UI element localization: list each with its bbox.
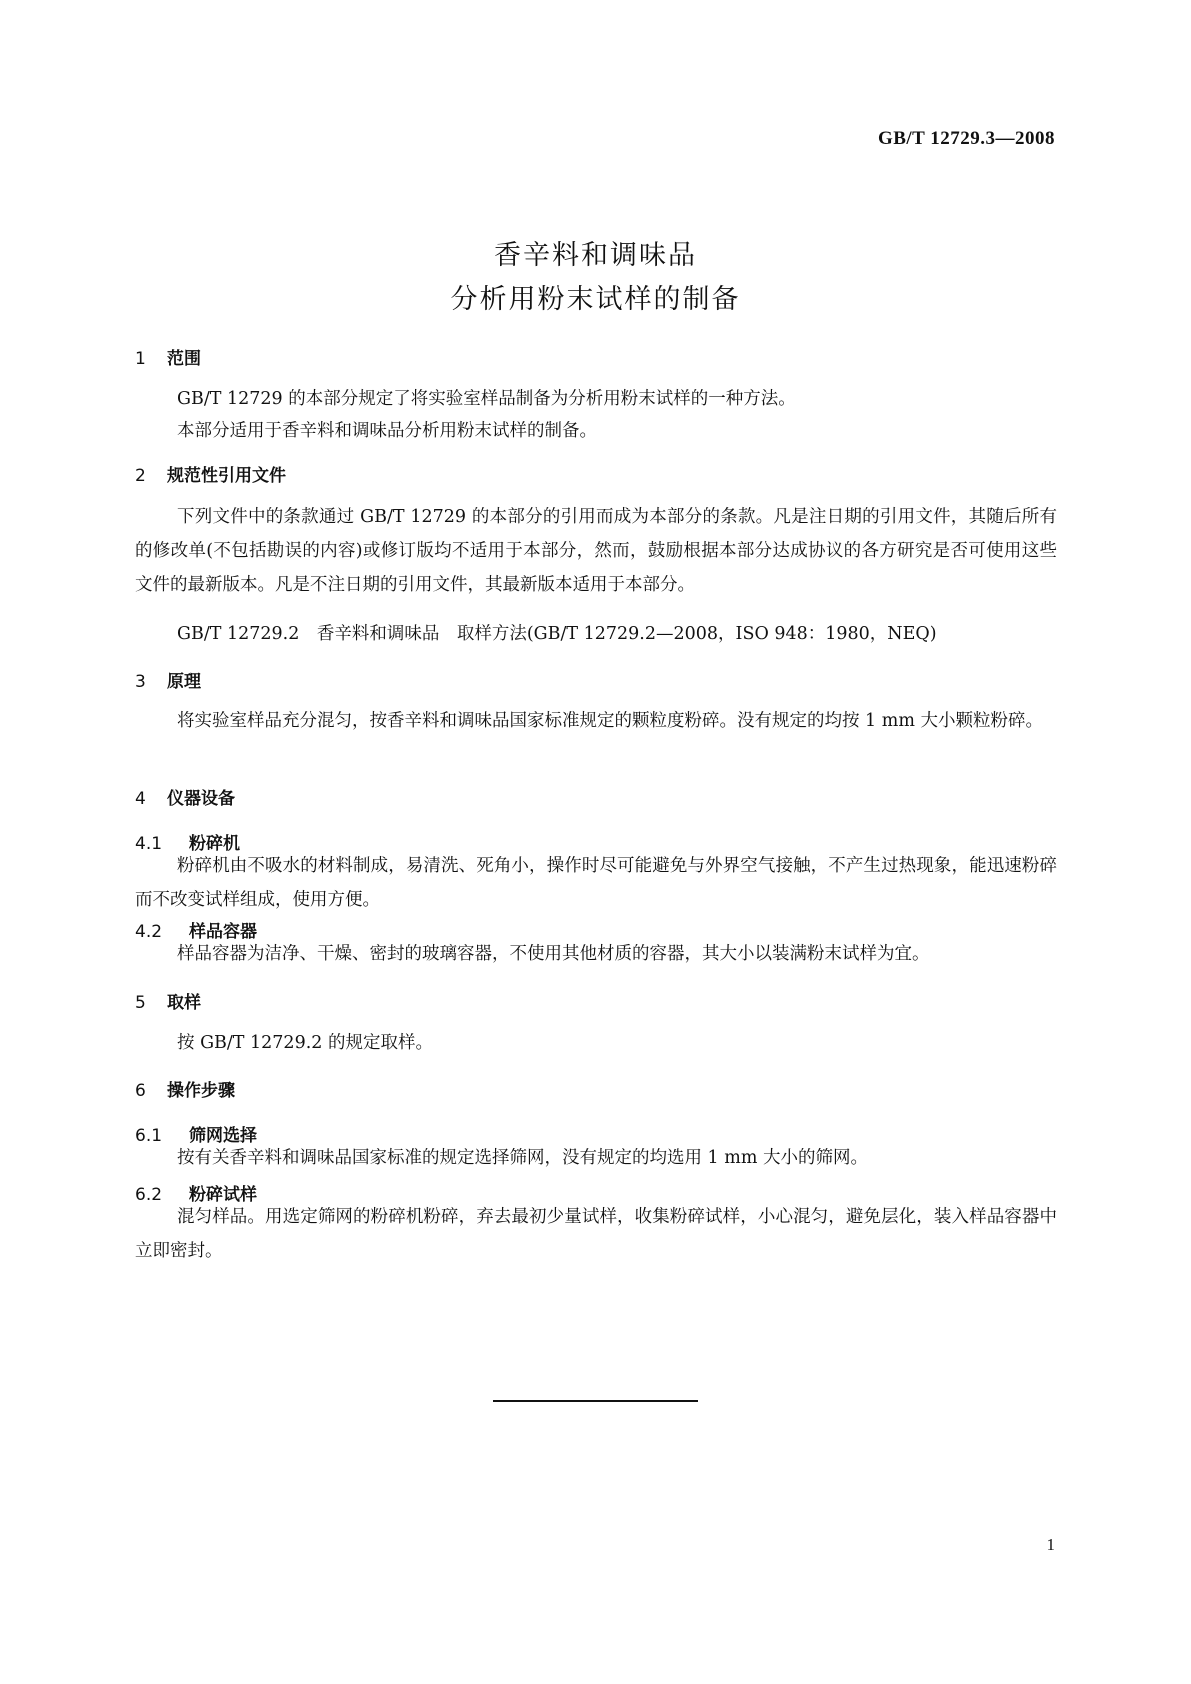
section-2-paragraph-1: 下列文件中的条款通过 GB/T 12729 的本部分的引用而成为本部分的条款。凡是注日期的引用文件，其随后所有的修改单(不包括勘误的内容)或修订版均不适用于本部分，然而，鼓励根据本部分达成协议的各方研究是否可使用这些文件的最新版本。凡是不注日期的引用文件，其最新版本适用于本部分。	[135, 507, 1057, 595]
subsection-number: 4.2	[135, 922, 163, 942]
subsection-title: 粉碎机	[189, 834, 240, 854]
page-number: 1	[1046, 1535, 1055, 1554]
subsection-title: 粉碎试样	[189, 1185, 257, 1205]
section-title: 原理	[167, 672, 201, 692]
subsection-number: 6.2	[135, 1185, 163, 1205]
section-number: 5	[135, 993, 146, 1013]
section-4-1-paragraph: 粉碎机由不吸水的材料制成，易清洗、死角小，操作时尽可能避免与外界空气接触，不产生过热现象，能迅速粉碎而不改变试样组成，使用方便。	[135, 856, 1057, 910]
section-1-paragraph-2: 本部分适用于香辛料和调味品分析用粉末试样的制备。	[177, 421, 597, 441]
subsection-number: 6.1	[135, 1126, 163, 1146]
section-3-paragraph-1: 将实验室样品充分混匀，按香辛料和调味品国家标准规定的颗粒度粉碎。没有规定的均按 1 mm 大小颗粒粉碎。	[177, 711, 1044, 731]
section-title: 仪器设备	[167, 789, 235, 809]
section-6-1-paragraph: 按有关香辛料和调味品国家标准的规定选择筛网，没有规定的均选用 1 mm 大小的筛网。	[177, 1148, 869, 1168]
section-title: 取样	[167, 993, 201, 1013]
section-title: 规范性引用文件	[167, 466, 286, 486]
section-2-heading	[135, 461, 286, 486]
section-number: 6	[135, 1081, 146, 1101]
section-1-paragraph-1: GB/T 12729 的本部分规定了将实验室样品制备为分析用粉末试样的一种方法。	[177, 389, 796, 409]
section-5-paragraph-1: 按 GB/T 12729.2 的规定取样。	[177, 1033, 433, 1053]
section-5-heading	[135, 988, 201, 1013]
standard-code: GB/T 12729.3—2008	[877, 128, 1055, 149]
document-title-line1: 香辛料和调味品	[494, 240, 697, 271]
section-1-heading	[135, 344, 201, 369]
section-6-heading	[135, 1076, 235, 1101]
section-4-heading	[135, 784, 235, 809]
section-number: 4	[135, 789, 146, 809]
section-6-2-paragraph: 混匀样品。用选定筛网的粉碎机粉碎，弃去最初少量试样，收集粉碎试样，小心混匀，避免层化，装入样品容器中立即密封。	[135, 1207, 1057, 1261]
document-title-line2: 分析用粉末试样的制备	[450, 284, 741, 315]
section-3-heading	[135, 667, 201, 692]
end-rule	[493, 1400, 698, 1402]
section-title: 范围	[167, 349, 201, 369]
subsection-number: 4.1	[135, 834, 163, 854]
section-number: 2	[135, 466, 146, 486]
section-number: 3	[135, 672, 146, 692]
subsection-title: 样品容器	[189, 922, 257, 942]
section-2-reference: GB/T 12729.2 香辛料和调味品 取样方法(GB/T 12729.2—2008，ISO 948：1980，NEQ)	[177, 624, 937, 644]
section-4-2-paragraph: 样品容器为洁净、干燥、密封的玻璃容器，不使用其他材质的容器，其大小以装满粉末试样为宜。	[177, 944, 930, 964]
subsection-title: 筛网选择	[189, 1126, 257, 1146]
section-title: 操作步骤	[167, 1081, 235, 1101]
section-number: 1	[135, 349, 146, 369]
